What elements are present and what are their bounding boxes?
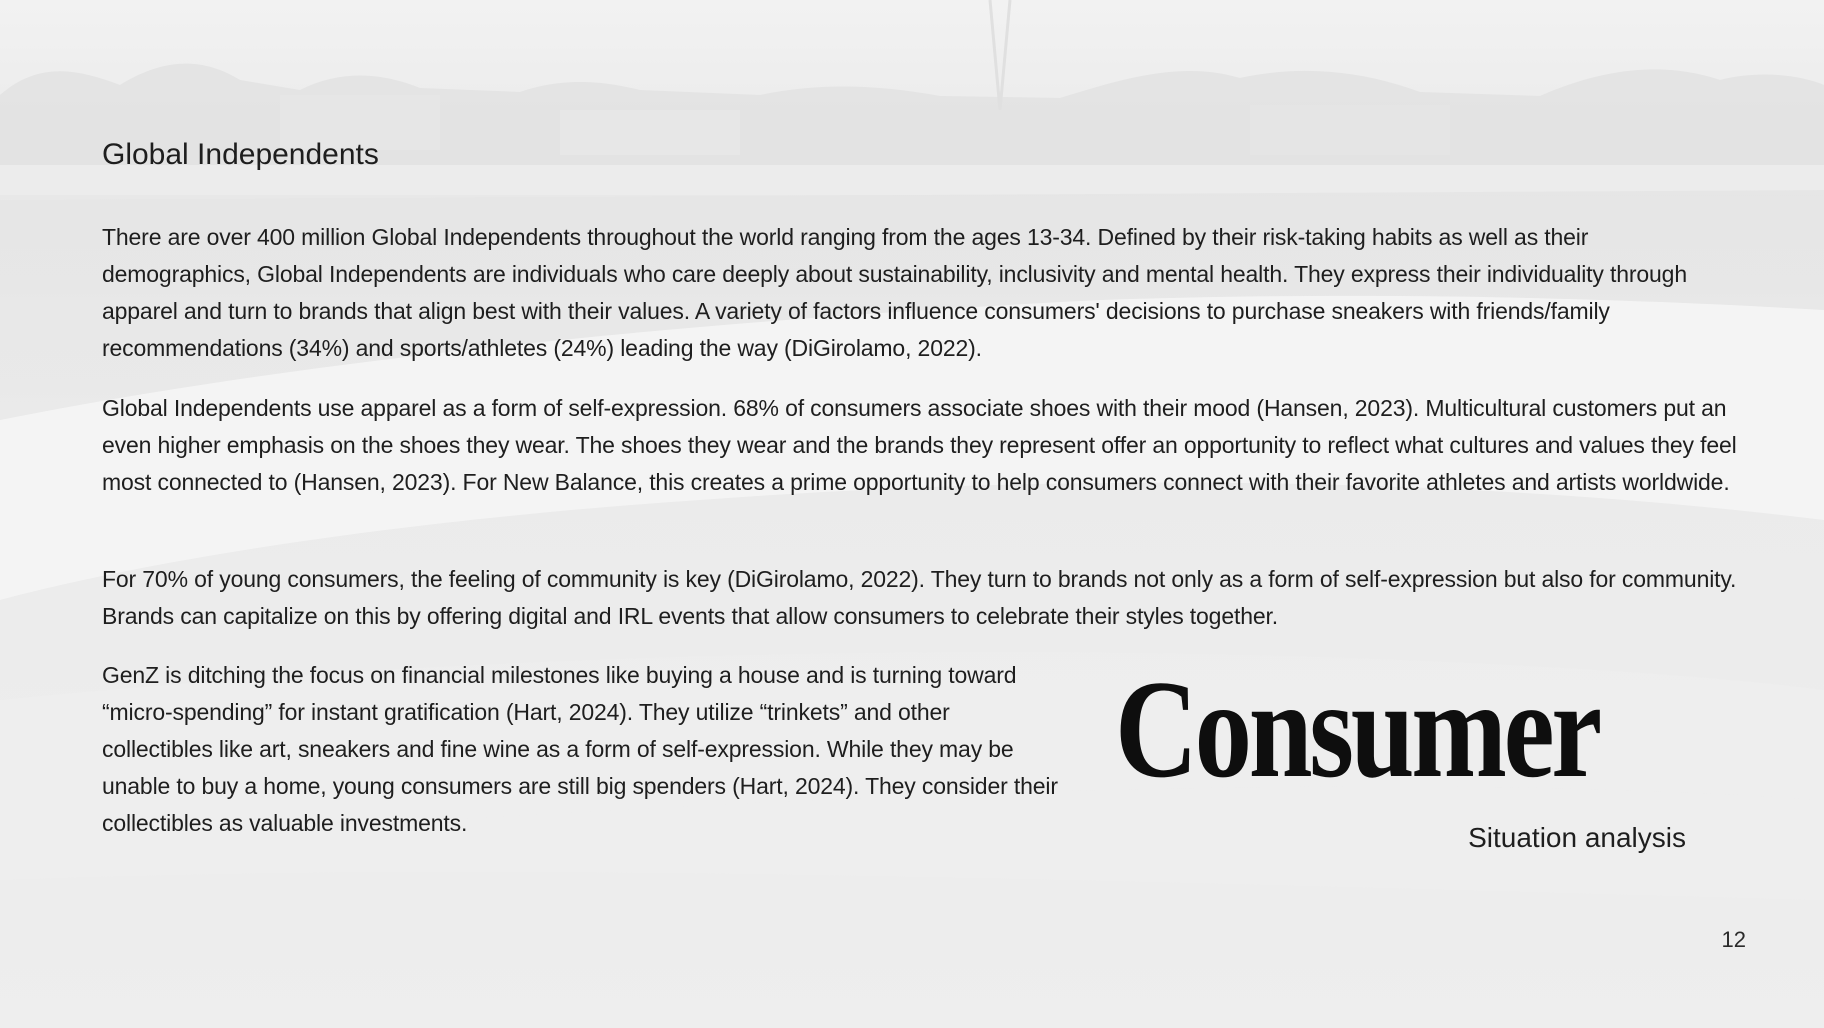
page-number: 12	[1721, 927, 1746, 952]
paragraph-community: For 70% of young consumers, the feeling of community is key (DiGirolamo, 2022). They turn to brands not only as a form of self-expression but also for community. Brands can capitalize on this by offering digital and IRL events that allow consumers to celebrate their styles together.	[102, 566, 1737, 629]
section-title: Global Independents	[102, 138, 379, 171]
paragraph-self-expression: Global Independents use apparel as a form of self-expression. 68% of consumers associate shoes with their mood (Hansen, 2023). Multicultural customers put an even higher emphasis on the shoes they wear. The shoes they wear and the brands they represent offer an opportunity to reflect what cultures and values they feel most connected to (Hansen, 2023). For New Balance, this creates a prime opportunity to help consumers connect with their favorite athletes and artists worldwide.	[102, 395, 1737, 495]
hero-title: Consumer	[1115, 652, 1599, 807]
paragraph-global-independents: There are over 400 million Global Independents throughout the world ranging from the ages 13-34. Defined by their risk-taking habits as well as their demographics, Global Independents are individuals who care deeply about sustainability, inclusivity and mental health. They express their individuality through apparel and turn to brands that align best with their values. A variety of factors influence consumers' decisions to purchase sneakers with friends/family recommendations (34%) and sports/athletes (24%) leading the way (DiGirolamo, 2022).	[102, 224, 1687, 361]
paragraph-micro-spending: GenZ is ditching the focus on financial milestones like buying a house and is turning toward “micro-spending” for instant gratification (Hart, 2024). They utilize “trinkets” and other collectibles like art, sneakers and fine wine as a form of self-expression. While they may be unable to buy a home, young consumers are still big spenders (Hart, 2024). They consider their collectibles as valuable investments.	[102, 662, 1058, 836]
section-subtitle: Situation analysis	[1468, 822, 1686, 853]
